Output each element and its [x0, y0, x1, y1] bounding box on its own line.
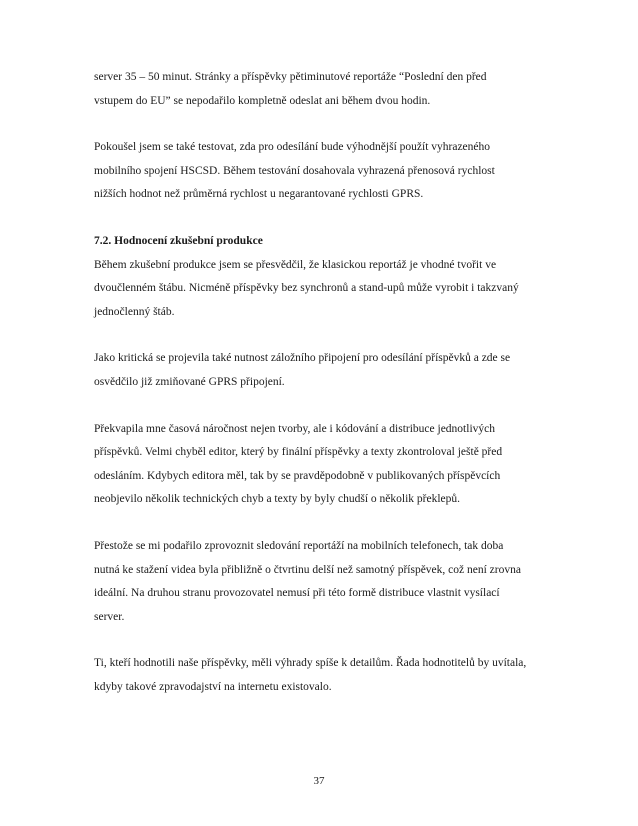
paragraph-mobile-viewing: [94, 535, 554, 629]
section-7-2: [94, 230, 554, 324]
section-heading: 7.2. Hodnocení zkušební produkce: [94, 234, 263, 247]
text-line: odesláním. Kdybych editora měl, tak by se pravděpodobně v publikovaných příspěvcích: [94, 469, 501, 482]
text-line: dvoučlenném štábu. Nicméně příspěvky bez synchronů a stand-upů může vyrobit i takzvaný: [94, 282, 519, 295]
text-line: nižších hodnot než průměrná rychlost u negarantované rychlosti GPRS.: [94, 188, 424, 201]
text-line: server 35 – 50 minut. Stránky a příspěvky pětiminutové reportáže “Poslední den před: [94, 71, 487, 83]
text-line: nutná ke stažení videa byla přibližně o čtvrtinu delší než samotný příspěvek, což není zrovna: [94, 563, 521, 576]
text-line: vstupem do EU” se nepodařilo kompletně odeslat ani během dvou hodin.: [94, 94, 431, 107]
text-line: Překvapila mne časová náročnost nejen tvorby, ale i kódování a distribuce jednotlivých: [94, 422, 495, 435]
text-line: příspěvků. Velmi chyběl editor, který by finální příspěvky a texty zkontroloval ještě před: [94, 446, 503, 459]
paragraph-upload-times: [94, 66, 554, 113]
text-line: Během zkušební produkce jsem se přesvědčil, že klasickou reportáž je vhodné tvořit ve: [94, 258, 497, 271]
text-line: Přestože se mi podařilo zprovoznit sledování reportáží na mobilních telefonech, tak doba: [94, 539, 504, 552]
page-number: 37: [313, 775, 325, 787]
text-line: ideální. Na druhou stranu provozovatel nemusí při této formě distribuce vlastnit vysílací: [94, 587, 500, 600]
text-line: jednočlenný štáb.: [94, 305, 175, 318]
text-line: kdyby takové zpravodajství na internetu existovalo.: [94, 680, 332, 693]
text-line: Pokoušel jsem se také testovat, zda pro odesílání bude výhodnější použít vyhrazeného: [94, 141, 491, 154]
text-line: mobilního spojení HSCSD. Během testování dosahovala vyhrazená přenosová rychlost: [94, 164, 495, 177]
text-line: server.: [94, 610, 125, 623]
paragraph-evaluators: [94, 652, 554, 699]
page-content: [94, 66, 554, 722]
paragraph-backup-connection: [94, 347, 554, 394]
text-line: neobjevilo několik technických chyb a texty by byly chudší o několik překlepů.: [94, 493, 460, 506]
paragraph-time-demands: [94, 418, 554, 512]
paragraph-hscsd-test: [94, 136, 554, 207]
text-line: osvědčilo již zmiňované GPRS připojení.: [94, 375, 285, 388]
text-line: Jako kritická se projevila také nutnost záložního připojení pro odesílání příspěvků a zde se: [94, 352, 511, 365]
text-line: Ti, kteří hodnotili naše příspěvky, měli výhrady spíše k detailům. Řada hodnotitelů by uvítala,: [94, 657, 527, 670]
